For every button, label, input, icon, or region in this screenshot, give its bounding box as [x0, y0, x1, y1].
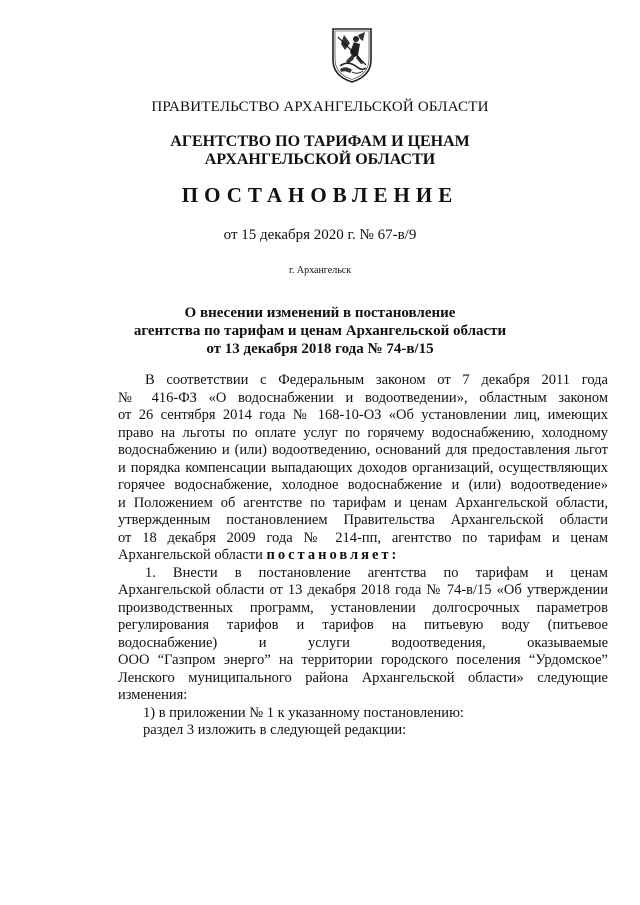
body-line: от 26 сентября 2014 года № 168-10-ОЗ «Об установлении лиц, имеющих [118, 407, 608, 423]
agency-name-line1: АГЕНТСТВО ПО ТАРИФАМ И ЦЕНАМ [170, 133, 470, 150]
body-line: утвержденным постановлением Правительства Архангельской области [118, 512, 608, 528]
subject-line2: агентства по тарифам и ценам Архангельской области [133, 323, 507, 339]
body-line: и порядка компенсации выпадающих доходов организаций, осуществляющих [118, 459, 608, 476]
body-line: 1) в приложении № 1 к указанному постановлению: [143, 704, 464, 721]
resolves-keyword: постановляет: [266, 547, 400, 563]
body-line: и Положением об агентстве по тарифам и ценам Архангельской области, [118, 494, 608, 511]
body-line-text: Архангельской области [118, 547, 267, 563]
body-line: Архангельской области от 13 декабря 2018 года № 74-в/15 «Об утверждении [118, 582, 608, 598]
body-line: 1. Внести в постановление агентства по тарифам и ценам [145, 564, 608, 581]
subject-line1: О внесении изменений в постановление [184, 305, 456, 321]
document-city: г. Архангельск [288, 265, 352, 276]
subject-line3: от 13 декабря 2018 года № 74-в/15 [206, 341, 434, 357]
body-line: раздел 3 изложить в следующей редакции: [143, 722, 407, 738]
body-line: изменения: [118, 687, 188, 703]
document-type-title: ПОСТАНОВЛЕНИЕ [181, 183, 459, 207]
government-name: ПРАВИТЕЛЬСТВО АРХАНГЕЛЬСКОЙ ОБЛАСТИ [151, 99, 489, 115]
body-line: В соответствии с Федеральным законом от 7 декабря 2011 года [145, 372, 608, 388]
body-line-resolution [118, 547, 608, 565]
arkhangelsk-coat-of-arms-icon [330, 26, 374, 84]
agency-name-line2: АРХАНГЕЛЬСКОЙ ОБЛАСТИ [204, 151, 436, 168]
document-date-number: от 15 декабря 2020 г. № 67-в/9 [223, 227, 417, 243]
body-line: производственных программ, установлении долгосрочных параметров [118, 599, 608, 616]
body-line: от 18 декабря 2009 года № 214-пп, агентство по тарифам и ценам [118, 529, 608, 546]
body-line: горячее водоснабжение, холодное водоснабжение и (или) водоотведение» [118, 477, 608, 493]
document-body [118, 372, 608, 740]
body-line: регулирования тарифов и тарифов на питьевую воду (питьевое [118, 617, 608, 633]
body-line: № 416-ФЗ «О водоснабжении и водоотведении», областным законом [118, 389, 608, 406]
body-line: Ленского муниципального района Архангельской области» следующие [118, 669, 608, 686]
body-line: право на льготы по оплате услуг по горячему водоснабжению, холодному [118, 424, 608, 441]
body-line: ООО “Газпром энерго” на территории городского поселения “Урдомское” [118, 652, 608, 668]
body-line: водоснабжению и (или) водоотведению, оснований для предоставления льгот [118, 442, 608, 458]
body-line: водоснабжение) и услуги водоотведения, оказываемые [118, 634, 608, 651]
